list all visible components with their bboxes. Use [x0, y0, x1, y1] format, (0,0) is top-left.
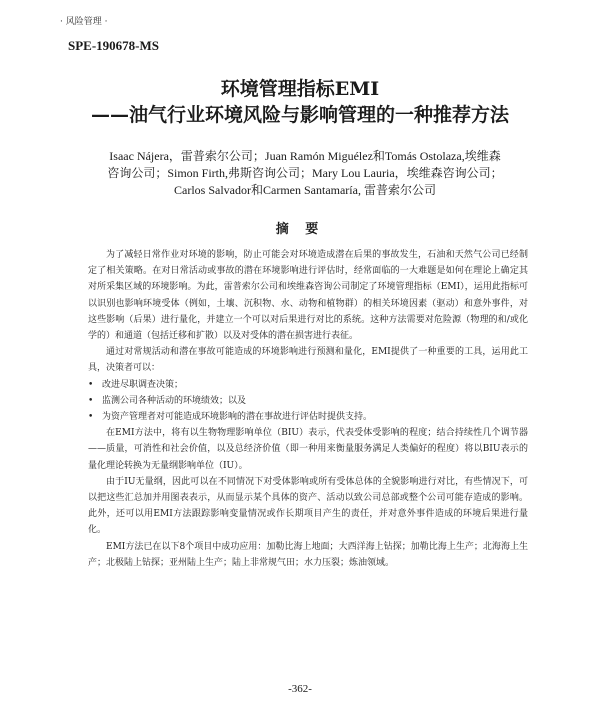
abstract-paragraph: 为了减轻日常作业对环境的影响，防止可能会对环境造成潜在后果的事故发生，石油和天然气公司已经制定了相关策略。在对日常活动或事故的潜在环境影响进行评估时，经常面临的一大难题是如何在理论上确定其对所采集区域的环境影响。为此，雷普索尔公司和埃维森咨询公司制定了环境管理指标（EMI），运用此指标可以识别也影响环境受体（例如，土壤、沉积物、水、动物和植物群）的相关环境因素（驱动）和意外事件，对这些影响（后果）进行量化，并建立一个可以对后果进行对比的系统。这种方法需要对危险源（物理的和/或化学的）和通道（包括迁移和扩散）以及对受体的潜在损害进行表征。	[88, 250, 528, 342]
bullet-text: 改进尽职调查决策；	[102, 379, 184, 390]
abstract-heading: 摘 要	[275, 222, 325, 237]
bullet-text: 为资产管理者对可能造成环境影响的潜在事故进行评估时提供支持。	[102, 412, 373, 423]
abstract-paragraph: 由于IU无量纲，因此可以在不同情况下对受体影响或所有受体总体的全貌影响进行对比，有些情况下，可以把这些汇总加并用图表表示，从而显示某个具体的资产、活动以致公司总部或整个公司可能存造成的影响。此外，还可以用EMI方法跟踪影响变量情况或作长期项目产生的责任，并对意外事件造成的环境后果进行量化。	[88, 476, 528, 536]
author-line: 咨询公司；Simon Firth,弗斯咨询公司；Mary Lou Lauria，埃维森咨询公司；	[107, 166, 503, 180]
bullet-mark: •	[88, 412, 94, 423]
bullet-mark: •	[88, 379, 94, 390]
bullet-item	[88, 393, 528, 409]
abstract-paragraph: EMI方法已在以下8个项目中成功应用：加勒比海上地面；大西洋海上钻探；加勒比海上生产；北海海上生产；北极陆上钻探；亚州陆上生产；陆上非常规气田；水力压裂；炼油领域。	[88, 541, 528, 568]
abstract-paragraph: 在EMI方法中，将有以生物物理影响单位（BIU）表示，代表受体受影响的程度；结合持续性几个调节器——质量，可消性和社会价值，以及总经济价值（即一种用来衡量服务满足人类偏好的程度）将以BIU表示的量化理论转换为无量纲影响单位（IU）。	[88, 428, 528, 471]
title-line-2: ——油气行业环境风险与影响管理的一种推荐方法	[90, 104, 509, 126]
title-block	[0, 76, 600, 128]
author-block	[80, 148, 530, 199]
bullet-item	[88, 409, 528, 425]
author-line: Carlos Salvador和Carmen Santamaría, 雷普索尔公司	[174, 183, 436, 197]
title-line-1: 环境管理指标EMI	[220, 78, 380, 100]
running-header: · 风险管理 ·	[60, 17, 108, 27]
page-number: -362-	[288, 683, 312, 695]
bullet-mark: •	[88, 395, 94, 406]
abstract-paragraph: 通过对常规活动和潜在事故可能造成的环境影响进行预测和量化，EMI提供了一种重要的工具，运用此工具，决策者可以：	[88, 347, 528, 374]
bullet-text: 监测公司各种活动的环境绩效；以及	[102, 395, 247, 406]
author-line: Isaac Nájera，雷普索尔公司；Juan Ramón Miguélez和Tomás Ostolaza,埃维森	[109, 149, 501, 163]
bullet-item	[88, 377, 528, 393]
paper-id: SPE-190678-MS	[68, 38, 159, 53]
abstract-body	[88, 247, 528, 571]
